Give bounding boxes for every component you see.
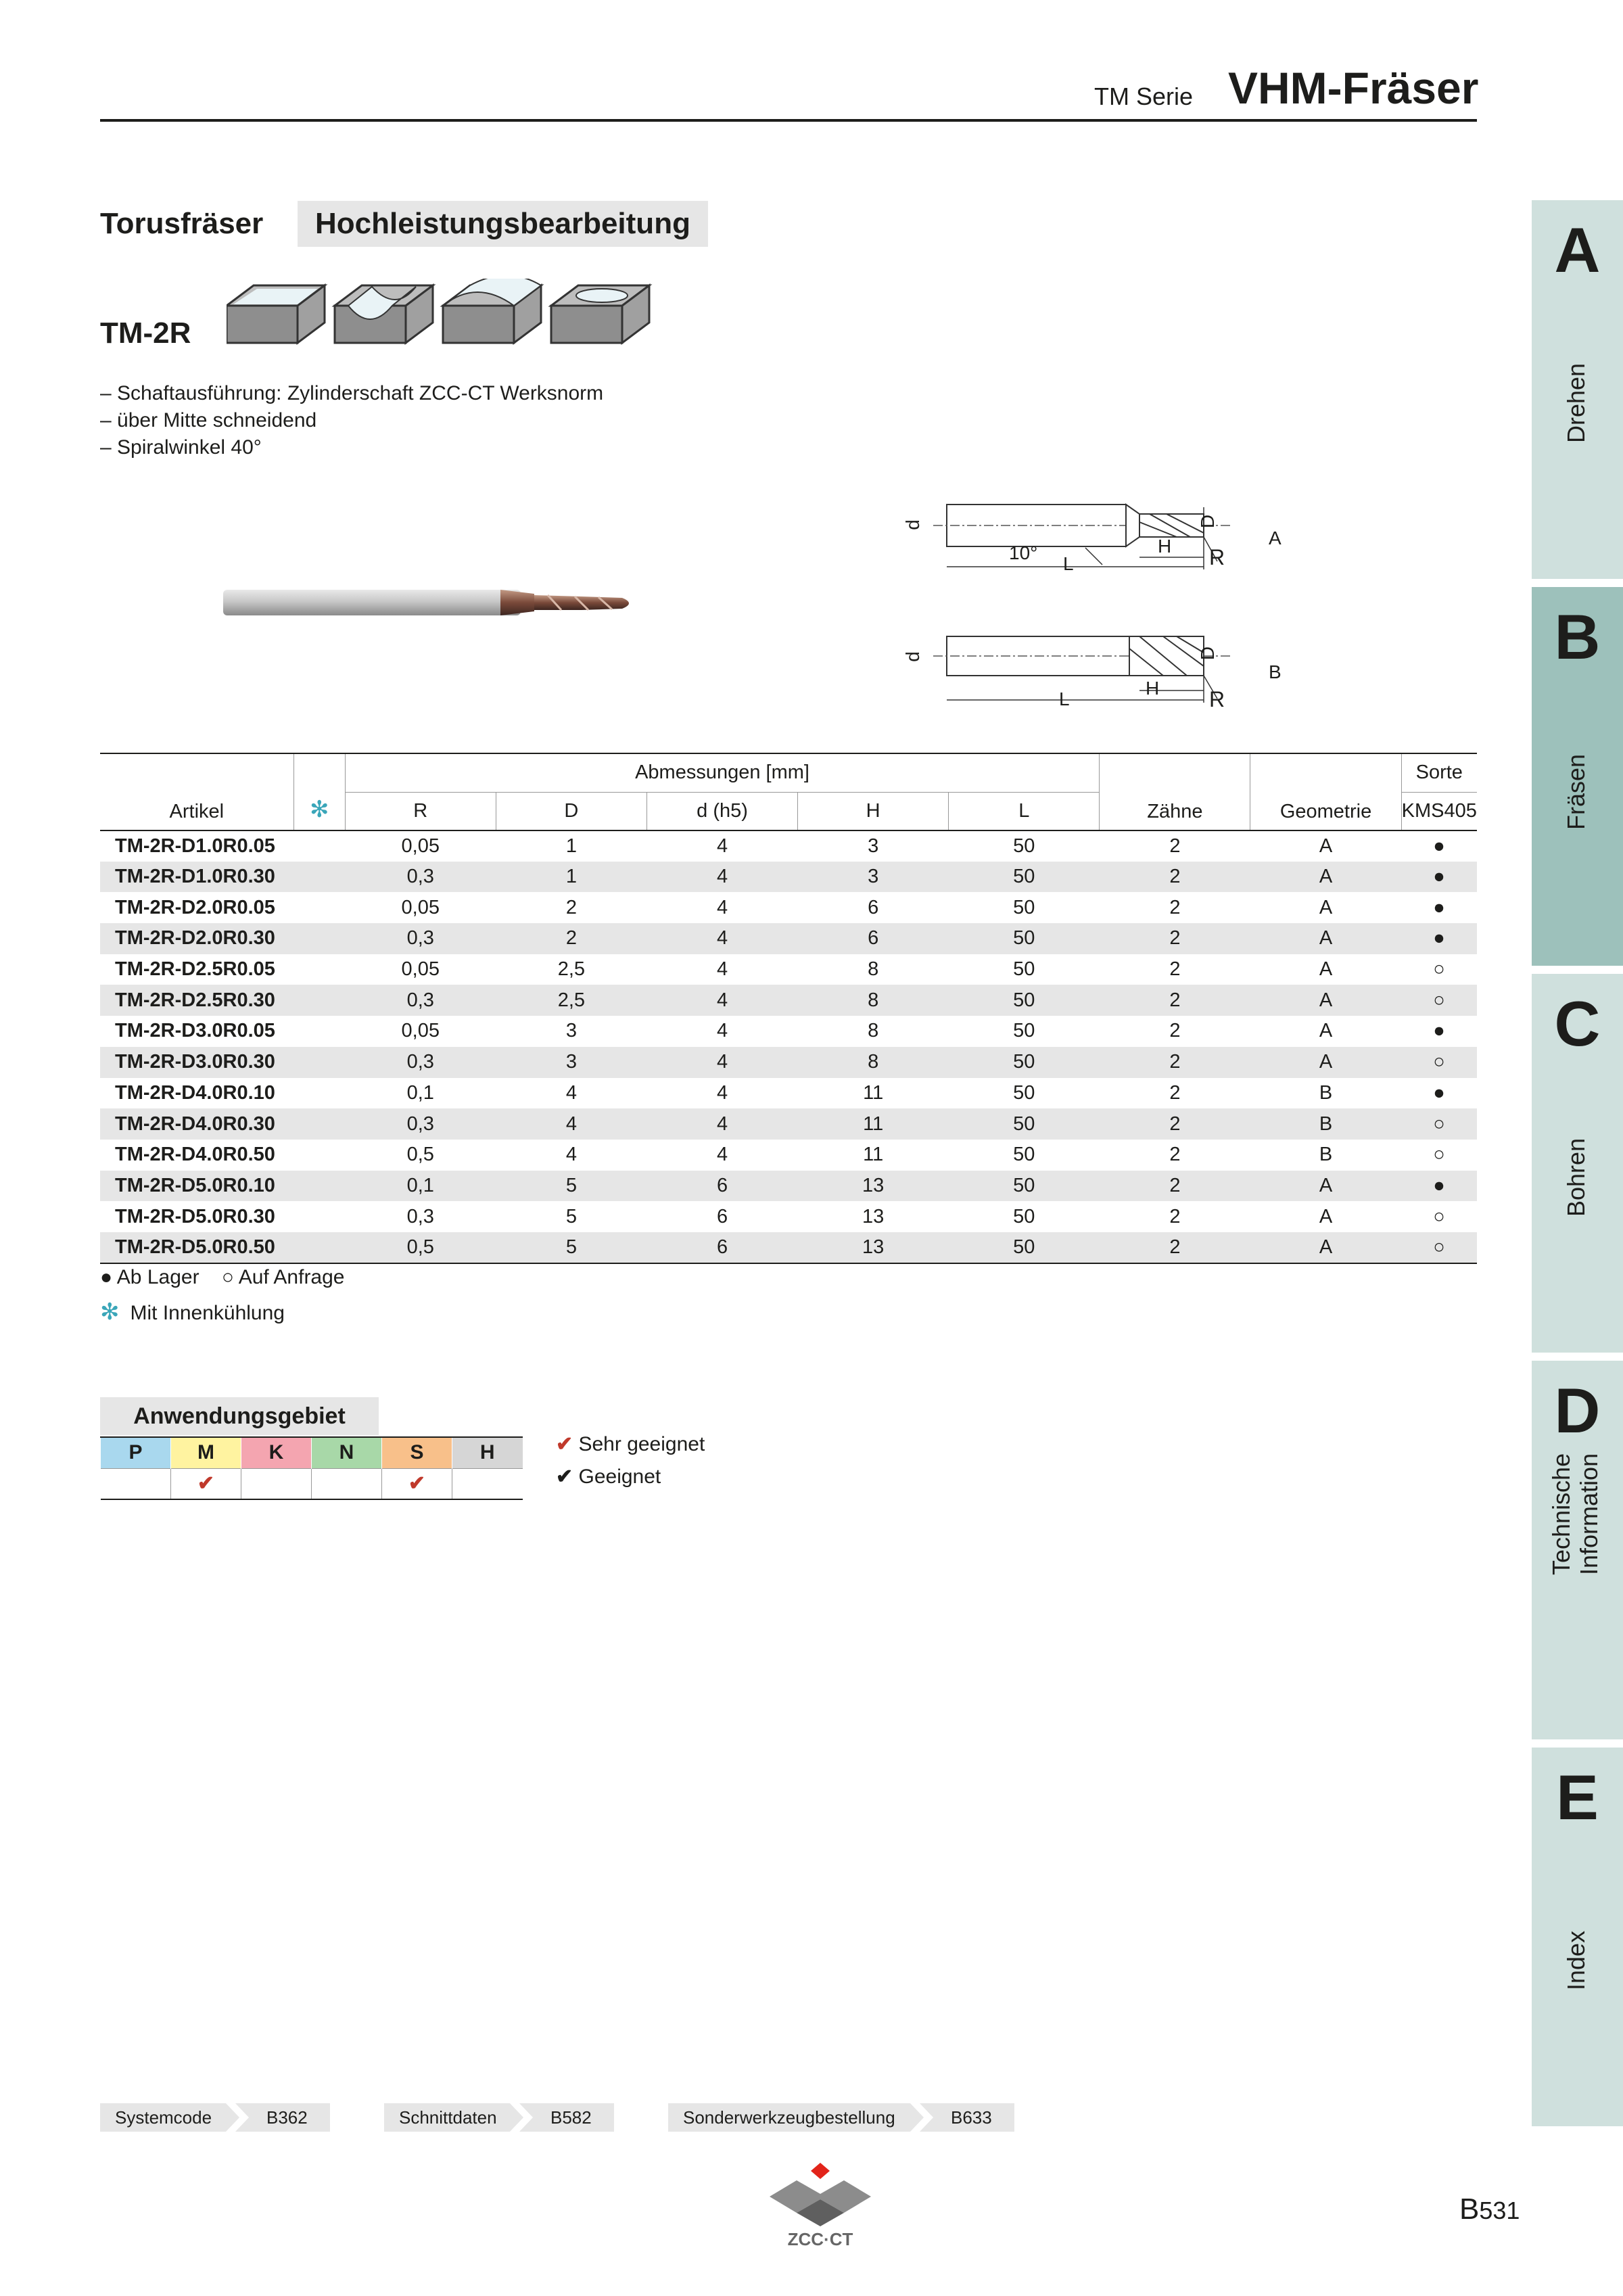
pocket-milling-icon <box>551 285 649 343</box>
table-row <box>100 923 1477 954</box>
r-cell: 0,5 <box>345 1232 496 1263</box>
coolant-cell <box>293 1108 345 1140</box>
svg-text:ZCC·CT: ZCC·CT <box>787 2229 853 2249</box>
r-cell: 0,3 <box>345 1108 496 1140</box>
article-cell: TM-2R-D4.0R0.50 <box>115 1144 275 1166</box>
h-cell: 3 <box>868 835 879 857</box>
l-cell: 50 <box>949 1108 1100 1140</box>
chevron-right-icon <box>910 2103 937 2132</box>
material-suitability-k <box>241 1468 312 1499</box>
l-cell: 50 <box>949 1047 1100 1078</box>
l-cell: 50 <box>949 923 1100 954</box>
tab-d-technische-information[interactable] <box>1532 1361 1623 1739</box>
ref-sonderwerkzeugbestellung[interactable] <box>668 2103 1014 2132</box>
table-row <box>100 1078 1477 1109</box>
col-header-article: Artikel <box>100 753 293 830</box>
table-row <box>100 862 1477 893</box>
feature-item: – Spiralwinkel 40° <box>100 436 262 459</box>
grade-cell: ○ <box>1401 1047 1477 1078</box>
very-suitable-text: Sehr geeignet <box>578 1433 705 1455</box>
geometry-cell: B <box>1319 1081 1333 1104</box>
table-row <box>100 830 1477 862</box>
coolant-cell <box>293 1016 345 1047</box>
feature-item: – Schaftausführung: Zylinderschaft ZCC-CT Werksnorm <box>100 382 604 404</box>
geometry-cell: A <box>1319 1020 1333 1042</box>
geometry-cell: A <box>1250 1171 1401 1202</box>
col-header-L: L <box>949 792 1100 830</box>
table-row <box>100 954 1477 985</box>
coolant-cell <box>293 1047 345 1078</box>
tab-letter: E <box>1556 1762 1599 1833</box>
h-cell: 8 <box>798 1047 949 1078</box>
coolant-cell <box>293 1140 345 1171</box>
material-group-m: M <box>171 1437 241 1468</box>
coolant-icon: ✻ <box>100 1299 120 1325</box>
drawing-b-H-label: H <box>1146 678 1160 699</box>
ref-schnittdaten[interactable] <box>384 2103 614 2132</box>
shank-d-cell: 4 <box>716 1144 728 1166</box>
teeth-cell: 2 <box>1169 1081 1181 1104</box>
ref-systemcode[interactable] <box>100 2103 330 2132</box>
shoulder-milling-icon <box>227 285 325 343</box>
d-cell: 1 <box>496 862 646 893</box>
article-cell: TM-2R-D5.0R0.10 <box>100 1171 293 1202</box>
geometry-cell: B <box>1319 1144 1333 1166</box>
l-cell: 50 <box>1013 835 1035 857</box>
drawing-b-R-label: R <box>1209 687 1225 711</box>
r-cell: 0,3 <box>345 862 496 893</box>
page-title: VHM-Fräser <box>1228 63 1479 113</box>
zcc-ct-logo <box>763 2161 878 2249</box>
application-table <box>100 1436 523 1500</box>
slot-milling-icon <box>335 285 433 343</box>
shank-d-cell: 6 <box>716 1205 728 1227</box>
coolant-cell <box>293 1078 345 1109</box>
dimensions-header: Abmessungen [mm] <box>345 753 1100 792</box>
material-group-n: N <box>312 1437 382 1468</box>
l-cell: 50 <box>1013 1205 1035 1227</box>
r-cell: 0,3 <box>406 1205 434 1227</box>
d-cell: 4 <box>496 1108 646 1140</box>
r-cell: 0,05 <box>401 835 440 857</box>
grade-cell: ● <box>1433 835 1445 857</box>
d-cell: 2 <box>496 923 646 954</box>
teeth-cell: 2 <box>1169 958 1181 981</box>
col-header-D: D <box>496 792 646 830</box>
table-row <box>100 1016 1477 1047</box>
table-row <box>100 1201 1477 1232</box>
spec-table <box>100 753 1477 1264</box>
tab-c-bohren[interactable] <box>1532 974 1623 1353</box>
r-cell: 0,3 <box>345 923 496 954</box>
legend-suitable <box>556 1465 661 1489</box>
table-row <box>100 892 1477 923</box>
r-cell: 0,05 <box>401 896 440 918</box>
l-cell: 50 <box>1013 896 1035 918</box>
header-rule <box>100 119 1477 122</box>
ref-label: Schnittdaten <box>399 2107 497 2128</box>
article-cell: TM-2R-D2.0R0.05 <box>115 896 275 918</box>
tab-letter: A <box>1554 214 1601 285</box>
col-header-d: d (h5) <box>646 792 797 830</box>
r-cell: 0,1 <box>345 1171 496 1202</box>
teeth-cell: 2 <box>1169 1144 1181 1166</box>
tab-letter: D <box>1554 1375 1601 1446</box>
series-name: TM Serie <box>1094 83 1194 110</box>
shank-d-cell: 4 <box>646 1108 797 1140</box>
l-cell: 50 <box>949 862 1100 893</box>
drawing-b-d-label: d <box>901 651 923 662</box>
chevron-right-icon <box>510 2103 537 2132</box>
grade-cell: ● <box>1433 896 1445 918</box>
suitable-text: Geeignet <box>578 1466 661 1488</box>
drawing-b-D-label: D <box>1197 646 1219 661</box>
h-cell: 8 <box>798 985 949 1016</box>
l-cell: 50 <box>949 985 1100 1016</box>
d-cell: 3 <box>496 1047 646 1078</box>
coolant-icon: ✻ <box>293 753 345 830</box>
grade-cell: ● <box>1433 1081 1445 1104</box>
h-cell: 8 <box>868 958 879 981</box>
drawing-b-label: B <box>1269 661 1281 682</box>
h-cell: 11 <box>863 1144 884 1166</box>
section-title: Torusfräser <box>100 207 264 240</box>
coolant-cell <box>293 830 345 862</box>
geometry-cell: A <box>1319 835 1333 857</box>
tab-label: Technische Information <box>1547 1453 1603 1576</box>
h-cell: 3 <box>798 862 949 893</box>
product-photo <box>216 575 649 629</box>
section-tag: Hochleistungsbearbeitung <box>298 201 708 247</box>
ref-label: Sonderwerkzeugbestellung <box>683 2107 895 2128</box>
h-cell: 11 <box>863 1081 884 1104</box>
feature-list <box>100 380 603 461</box>
grade-cell: ○ <box>1401 985 1477 1016</box>
l-cell: 50 <box>1013 1020 1035 1042</box>
geometry-cell: A <box>1319 896 1333 918</box>
teeth-cell: 2 <box>1100 1232 1250 1263</box>
tab-b-fraesen[interactable] <box>1532 587 1623 966</box>
article-cell: TM-2R-D3.0R0.30 <box>100 1047 293 1078</box>
shank-d-cell: 4 <box>716 1020 728 1042</box>
r-cell: 0,5 <box>406 1144 434 1166</box>
geometry-cell: B <box>1250 1108 1401 1140</box>
shank-d-cell: 4 <box>716 958 728 981</box>
article-cell: TM-2R-D4.0R0.10 <box>115 1081 275 1104</box>
grade-cell: ○ <box>1433 958 1445 981</box>
tab-letter: C <box>1554 988 1601 1059</box>
material-suitability-p <box>101 1468 171 1499</box>
on-request-legend: ○ Auf Anfrage <box>221 1266 345 1288</box>
page-num: 531 <box>1479 2197 1520 2224</box>
drawing-a-R-label: R <box>1209 545 1225 569</box>
coolant-cell <box>293 862 345 893</box>
d-cell: 5 <box>496 1232 646 1263</box>
article-cell: TM-2R-D1.0R0.30 <box>100 862 293 893</box>
teeth-cell: 2 <box>1169 835 1181 857</box>
model-name: TM-2R <box>100 317 191 350</box>
col-header-teeth: Zähne <box>1100 753 1250 830</box>
material-group-k: K <box>241 1437 312 1468</box>
ref-label: Systemcode <box>115 2107 212 2128</box>
r-cell: 0,3 <box>345 985 496 1016</box>
tab-label: Bohren <box>1562 1138 1590 1217</box>
d-cell: 3 <box>565 1020 577 1042</box>
teeth-cell: 2 <box>1100 862 1250 893</box>
h-cell: 8 <box>868 1020 879 1042</box>
d-cell: 5 <box>496 1171 646 1202</box>
article-cell: TM-2R-D4.0R0.30 <box>100 1108 293 1140</box>
tab-label: Drehen <box>1562 362 1590 443</box>
drawing-a-angle-label: 10° <box>1009 542 1038 563</box>
shank-d-cell: 4 <box>716 1081 728 1104</box>
material-group-h: H <box>452 1437 523 1468</box>
geometry-cell: A <box>1319 1205 1333 1227</box>
d-cell: 2,5 <box>557 958 586 981</box>
table-row <box>100 1232 1477 1263</box>
r-cell: 0,1 <box>406 1081 434 1104</box>
shank-d-cell: 4 <box>646 923 797 954</box>
drawing-a-H-label: H <box>1158 536 1172 557</box>
d-cell: 1 <box>565 835 577 857</box>
tab-e-index[interactable] <box>1532 1748 1623 2126</box>
teeth-cell: 2 <box>1100 923 1250 954</box>
legend-very-suitable <box>556 1432 705 1456</box>
grade-cell: ○ <box>1433 1144 1445 1166</box>
geometry-cell: A <box>1250 862 1401 893</box>
l-cell: 50 <box>1013 958 1035 981</box>
table-row <box>100 1108 1477 1140</box>
coolant-cell <box>293 892 345 923</box>
d-cell: 5 <box>565 1205 577 1227</box>
material-group-p: P <box>101 1437 171 1468</box>
shank-d-cell: 4 <box>646 862 797 893</box>
check-icon: ✔ <box>556 1466 573 1488</box>
tab-a-drehen[interactable] <box>1532 200 1623 579</box>
geometry-cell: A <box>1250 985 1401 1016</box>
shank-d-cell: 6 <box>646 1171 797 1202</box>
drawing-b-L-label: L <box>1059 688 1070 709</box>
geometry-cell: A <box>1319 958 1333 981</box>
check-red-icon: ✔ <box>556 1433 573 1455</box>
table-row <box>100 985 1477 1016</box>
coolant-cell <box>293 1232 345 1263</box>
teeth-cell: 2 <box>1169 1205 1181 1227</box>
article-cell: TM-2R-D5.0R0.30 <box>115 1205 275 1227</box>
article-cell: TM-2R-D1.0R0.05 <box>115 835 275 857</box>
shank-d-cell: 4 <box>646 1047 797 1078</box>
grade-cell: ● <box>1433 1020 1445 1042</box>
h-cell: 13 <box>798 1171 949 1202</box>
table-row <box>100 1171 1477 1202</box>
article-cell: TM-2R-D2.0R0.30 <box>100 923 293 954</box>
shank-d-cell: 4 <box>646 985 797 1016</box>
h-cell: 13 <box>862 1205 885 1227</box>
ref-page[interactable]: B362 <box>266 2107 308 2128</box>
grade-header: Sorte <box>1401 753 1477 792</box>
col-header-geometry: Geometrie <box>1250 753 1401 830</box>
material-group-s: S <box>382 1437 452 1468</box>
teeth-cell: 2 <box>1100 1108 1250 1140</box>
drawing-a-D-label: D <box>1197 514 1219 529</box>
geometry-cell: A <box>1250 1232 1401 1263</box>
article-cell: TM-2R-D5.0R0.50 <box>100 1232 293 1263</box>
teeth-cell: 2 <box>1100 1047 1250 1078</box>
article-cell: TM-2R-D2.5R0.30 <box>100 985 293 1016</box>
ref-page[interactable]: B582 <box>550 2107 592 2128</box>
in-stock-legend: ● Ab Lager <box>100 1266 199 1288</box>
d-cell: 4 <box>565 1081 577 1104</box>
coolant-cell <box>293 985 345 1016</box>
material-suitability-s: ✔ <box>382 1468 452 1499</box>
feature-item: – über Mitte schneidend <box>100 409 317 431</box>
grade-cell: ○ <box>1401 1232 1477 1263</box>
h-cell: 11 <box>798 1108 949 1140</box>
h-cell: 6 <box>798 923 949 954</box>
drawing-a-d-label: d <box>901 519 923 530</box>
grade-cell: ● <box>1401 862 1477 893</box>
tab-letter: B <box>1554 601 1601 672</box>
l-cell: 50 <box>1013 1144 1035 1166</box>
grade-cell: ● <box>1401 1171 1477 1202</box>
material-suitability-h <box>452 1468 523 1499</box>
col-header-grade: KMS405 <box>1401 792 1477 830</box>
article-cell: TM-2R-D2.5R0.05 <box>115 958 275 981</box>
tab-label: Index <box>1562 1930 1590 1990</box>
teeth-cell: 2 <box>1169 1020 1181 1042</box>
drawing-a-L-label: L <box>1063 553 1074 574</box>
col-header-R: R <box>345 792 496 830</box>
material-suitability-m: ✔ <box>171 1468 241 1499</box>
d-cell: 4 <box>565 1144 577 1166</box>
d-cell: 2 <box>565 896 577 918</box>
teeth-cell: 2 <box>1169 896 1181 918</box>
r-cell: 0,05 <box>401 1020 440 1042</box>
r-cell: 0,05 <box>401 958 440 981</box>
material-suitability-n <box>312 1468 382 1499</box>
coolant-cell <box>293 1201 345 1232</box>
geometry-cell: A <box>1250 923 1401 954</box>
teeth-cell: 2 <box>1100 985 1250 1016</box>
teeth-cell: 2 <box>1100 1171 1250 1202</box>
h-cell: 6 <box>868 896 879 918</box>
grade-cell: ○ <box>1401 1108 1477 1140</box>
coolant-cell <box>293 954 345 985</box>
h-cell: 13 <box>798 1232 949 1263</box>
shank-d-cell: 6 <box>646 1232 797 1263</box>
table-row <box>100 1140 1477 1171</box>
grade-cell: ○ <box>1433 1205 1445 1227</box>
shank-d-cell: 4 <box>716 835 728 857</box>
machining-shapes-icon <box>227 279 653 353</box>
profile-milling-icon <box>443 279 541 343</box>
tab-label: Fräsen <box>1562 753 1590 830</box>
chevron-right-icon <box>226 2103 253 2132</box>
page-number <box>1459 2193 1520 2226</box>
coolant-legend <box>100 1298 285 1326</box>
l-cell: 50 <box>1013 1081 1035 1104</box>
ref-page[interactable]: B633 <box>951 2107 992 2128</box>
article-cell: TM-2R-D3.0R0.05 <box>115 1020 275 1042</box>
r-cell: 0,3 <box>345 1047 496 1078</box>
shank-d-cell: 4 <box>716 896 728 918</box>
geometry-cell: A <box>1250 1047 1401 1078</box>
l-cell: 50 <box>949 1232 1100 1263</box>
stock-legend <box>100 1266 345 1289</box>
col-header-H: H <box>798 792 949 830</box>
coolant-cell <box>293 1171 345 1202</box>
application-title: Anwendungsgebiet <box>100 1397 379 1435</box>
drawing-a-label: A <box>1269 528 1281 548</box>
d-cell: 2,5 <box>496 985 646 1016</box>
grade-cell: ● <box>1401 923 1477 954</box>
l-cell: 50 <box>949 1171 1100 1202</box>
coolant-cell <box>293 923 345 954</box>
page-section: B <box>1459 2193 1480 2226</box>
table-row <box>100 1047 1477 1078</box>
coolant-legend-text: Mit Innenkühlung <box>130 1302 285 1324</box>
